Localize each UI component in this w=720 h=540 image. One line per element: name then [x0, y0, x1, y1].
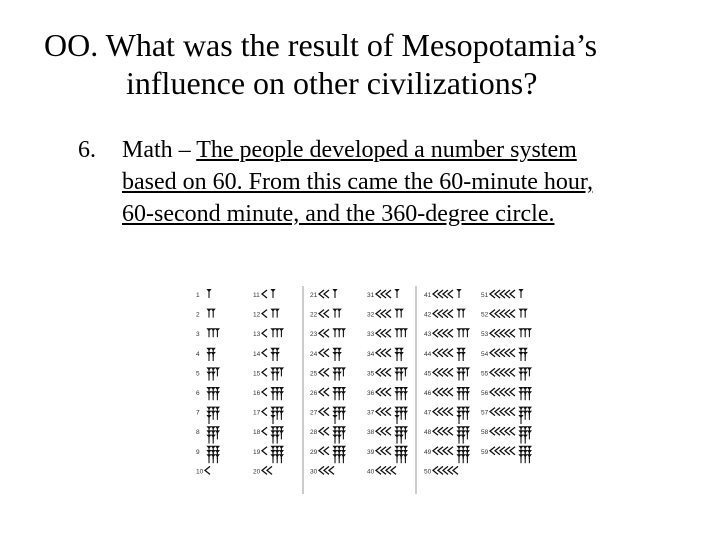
- numeral-entry: [310, 407, 346, 424]
- numeral-entry: [310, 466, 334, 475]
- numeral-label: 38: [367, 429, 375, 437]
- slide-title: [44, 26, 704, 103]
- numeral-label: 16: [253, 390, 261, 397]
- numeral-entry: [367, 387, 408, 400]
- numeral-label: 7: [196, 409, 200, 417]
- numeral-entry: [367, 348, 404, 361]
- numeral-label: 15: [253, 370, 261, 378]
- point-underlined-line3: 60-second minute, and the 360-degree circle.: [122, 201, 555, 227]
- numeral-label: 1: [196, 292, 200, 299]
- numeral-label: 48: [424, 429, 432, 437]
- point-line1: [122, 134, 577, 166]
- numeral-entry: [424, 367, 470, 380]
- numeral-entry: [310, 446, 346, 463]
- numeral-entry: [253, 367, 284, 380]
- numeral-entry: [424, 328, 470, 338]
- numeral-entry: [367, 426, 408, 443]
- numeral-label: 25: [310, 370, 318, 378]
- numeral-label: 37: [367, 409, 375, 417]
- numeral-entry: [253, 289, 276, 299]
- numeral-label: 20: [253, 468, 261, 476]
- numeral-entry: [424, 446, 470, 463]
- numeral-label: 44: [424, 350, 432, 358]
- point-underlined-line2: based on 60. From this came the 60-minute hour,: [122, 169, 593, 195]
- numeral-entry: [367, 328, 408, 338]
- numeral-entry: [424, 407, 470, 424]
- numeral-label: 32: [367, 311, 375, 319]
- numeral-entry: [481, 328, 532, 338]
- numeral-label: 18: [253, 429, 261, 437]
- slide-title-line2: influence on other civilizations?: [126, 65, 538, 102]
- numeral-label: 35: [367, 370, 375, 378]
- numeral-label: 22: [310, 311, 318, 319]
- point-number: 6.: [78, 137, 96, 163]
- numeral-label: 39: [367, 448, 375, 456]
- point-lead: Math –: [122, 137, 197, 163]
- numeral-label: 41: [424, 292, 432, 299]
- numeral-label: 33: [367, 331, 375, 339]
- numeral-label: 51: [481, 292, 489, 299]
- point-underlined-line1: The people developed a number system: [196, 137, 577, 163]
- numeral-entry: [310, 328, 346, 338]
- numeral-label: 49: [424, 448, 432, 456]
- numeral-entry: [481, 426, 532, 443]
- numeral-label: 43: [424, 331, 432, 339]
- babylonian-numerals-table: [190, 282, 532, 496]
- numeral-entry: [424, 387, 470, 400]
- numeral-label: 21: [310, 292, 318, 299]
- numeral-entry: [253, 348, 280, 361]
- numeral-label: 31: [367, 292, 375, 299]
- numeral-entry: [253, 387, 284, 400]
- numeral-entry: [196, 328, 220, 338]
- numeral-entry: [253, 466, 272, 475]
- numeral-entry: [196, 407, 220, 424]
- slide-title-line1: OO. What was the result of Mesopotamia’s: [44, 27, 598, 63]
- numeral-entry: [424, 289, 462, 299]
- numeral-label: 29: [310, 448, 318, 456]
- numeral-entry: [196, 466, 210, 475]
- numeral-label: 4: [196, 350, 200, 358]
- numeral-label: 11: [253, 292, 260, 299]
- numeral-entry: [196, 387, 220, 400]
- numeral-entry: [196, 446, 220, 463]
- numeral-entry: [481, 446, 532, 463]
- numeral-label: 40: [367, 468, 375, 476]
- numeral-label: 9: [196, 448, 200, 456]
- numeral-label: 58: [481, 429, 489, 437]
- numeral-entry: [367, 407, 408, 424]
- numeral-entry: [196, 367, 220, 380]
- numeral-label: 46: [424, 390, 432, 397]
- numeral-label: 3: [196, 331, 200, 339]
- numeral-label: 36: [367, 390, 375, 397]
- numeral-entry: [196, 426, 220, 443]
- numeral-entry: [481, 367, 532, 380]
- numeral-label: 5: [196, 370, 200, 378]
- numeral-entry: [424, 348, 466, 361]
- numeral-entry: [253, 426, 284, 443]
- numeral-entry: [367, 446, 408, 463]
- numeral-entry: [196, 289, 212, 299]
- numeral-entry: [367, 289, 400, 299]
- numeral-entry: [310, 348, 342, 361]
- numeral-entry: [310, 309, 342, 319]
- numeral-label: 59: [481, 448, 489, 456]
- numeral-label: 57: [481, 409, 489, 417]
- numeral-entry: [481, 289, 524, 299]
- numeral-entry: [481, 407, 532, 424]
- numeral-label: 8: [196, 429, 200, 437]
- numeral-label: 14: [253, 350, 261, 358]
- numeral-label: 12: [253, 311, 261, 319]
- numeral-entry: [424, 309, 466, 319]
- numeral-entry: [196, 309, 216, 319]
- numeral-label: 28: [310, 429, 318, 437]
- numeral-label: 52: [481, 311, 489, 319]
- numeral-label: 47: [424, 409, 432, 417]
- numeral-label: 6: [196, 390, 200, 397]
- numeral-label: 24: [310, 350, 318, 358]
- numeral-label: 42: [424, 311, 432, 319]
- numeral-label: 56: [481, 390, 489, 397]
- numeral-entry: [424, 466, 458, 475]
- numeral-label: 27: [310, 409, 318, 417]
- babylonian-numerals-icon: [190, 282, 532, 496]
- numeral-entry: [310, 289, 338, 299]
- numeral-label: 50: [424, 468, 432, 476]
- numeral-entry: [253, 309, 280, 319]
- numeral-entry: [481, 348, 528, 361]
- numeral-label: 34: [367, 350, 375, 358]
- numeral-entry: [481, 387, 532, 400]
- numeral-entry: [310, 367, 346, 380]
- numeral-entry: [253, 328, 284, 338]
- numeral-entry: [367, 309, 404, 319]
- numeral-entry: [253, 407, 284, 424]
- numeral-entry: [310, 426, 346, 443]
- numeral-label: 17: [253, 409, 261, 417]
- numeral-label: 23: [310, 331, 318, 339]
- numeral-entry: [424, 426, 470, 443]
- numeral-entry: [310, 387, 346, 400]
- numeral-label: 30: [310, 468, 318, 476]
- numeral-label: 26: [310, 390, 318, 397]
- numeral-label: 2: [196, 311, 200, 319]
- numeral-label: 45: [424, 370, 432, 378]
- numeral-label: 13: [253, 331, 261, 339]
- numeral-entry: [196, 348, 216, 361]
- numeral-entry: [367, 466, 396, 475]
- numeral-label: 10: [196, 468, 204, 476]
- numeral-label: 54: [481, 350, 489, 358]
- numeral-label: 55: [481, 370, 489, 378]
- numeral-entry: [367, 367, 408, 380]
- numeral-label: 53: [481, 331, 489, 339]
- numeral-label: 19: [253, 448, 261, 456]
- numeral-entry: [253, 446, 284, 463]
- numeral-entry: [481, 309, 528, 319]
